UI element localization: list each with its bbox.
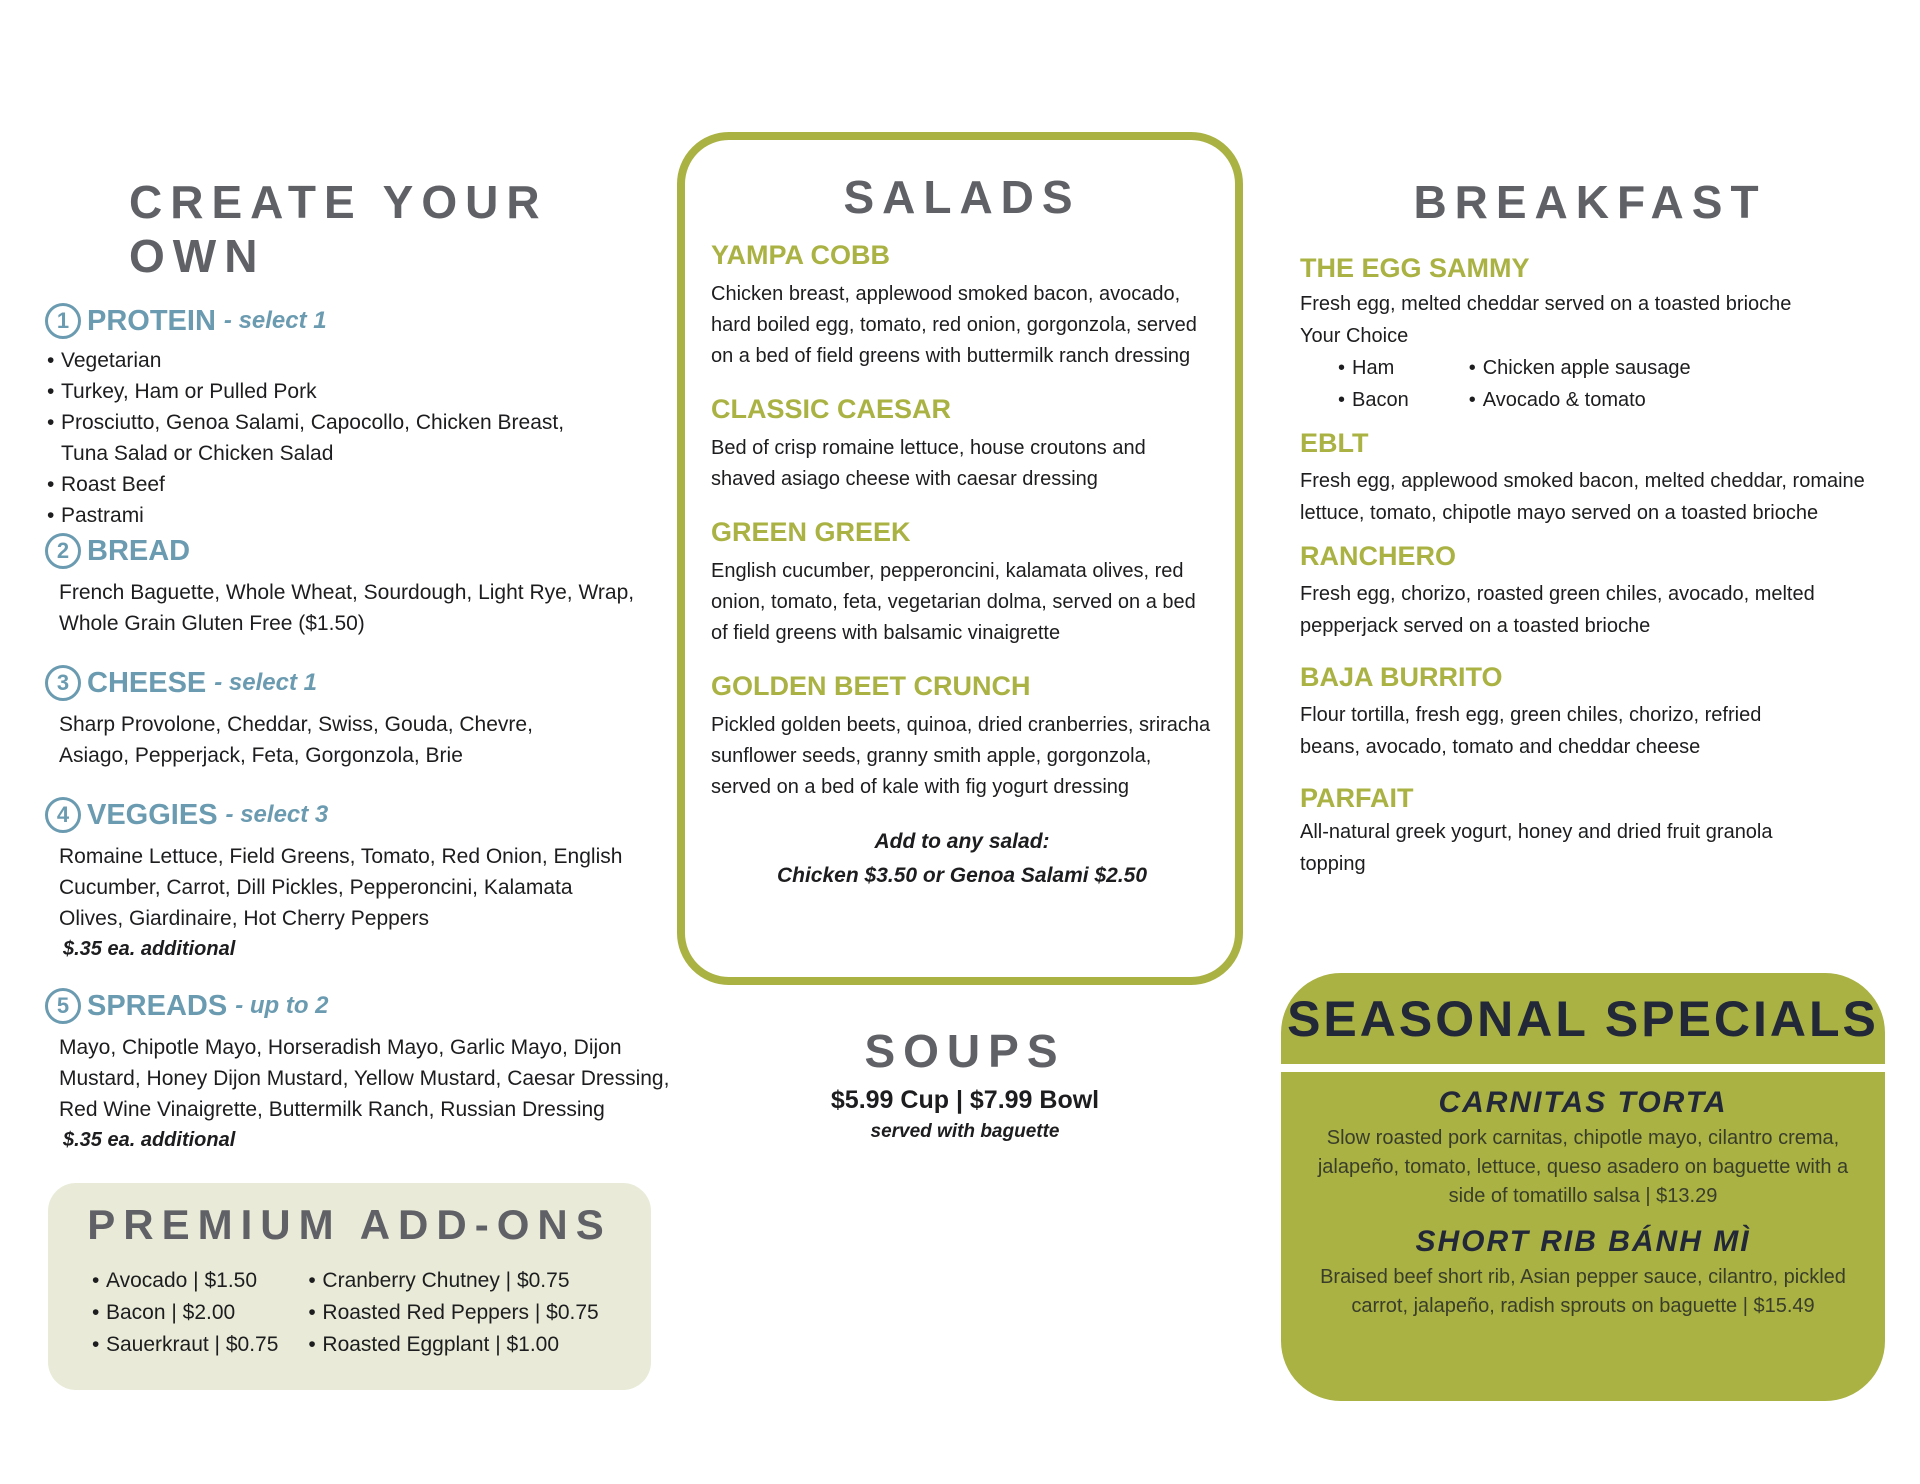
list-item: • Vegetarian xyxy=(45,345,685,376)
step-number-icon: 5 xyxy=(45,988,81,1024)
list-item: • Cranberry Chutney | $0.75 xyxy=(308,1265,598,1297)
step-number-icon: 3 xyxy=(45,665,81,701)
salad-addon-line-2: Chicken $3.50 or Genoa Salami $2.50 xyxy=(776,864,1148,887)
list-item: • Avocado & tomato xyxy=(1469,384,1691,416)
step-note: - select 1 xyxy=(214,669,317,696)
list-item: • Pastrami xyxy=(45,500,685,531)
choice-col-1 xyxy=(1338,352,1409,416)
step-note: - select 1 xyxy=(223,307,327,334)
list-item: • Avocado | $1.50 xyxy=(92,1265,278,1297)
spread-options: Mayo, Chipotle Mayo, Horseradish Mayo, Garlic Mayo, Dijon Mustard, Honey Dijon Mustard, Yellow Mustard, Caesar Dressing, Red Wine Vinaigrette, Buttermilk Ranch, Russian Dressing xyxy=(59,1036,670,1121)
salad-name: GOLDEN BEET CRUNCH xyxy=(711,671,1031,701)
list-item: • Turkey, Ham or Pulled Pork xyxy=(45,376,685,407)
list-item: • Prosciutto, Genoa Salami, Capocollo, Chicken Breast, Tuna Salad or Chicken Salad xyxy=(45,407,565,469)
veggie-options: Romaine Lettuce, Field Greens, Tomato, Red Onion, English Cucumber, Carrot, Dill Pickles, Pepperoncini, Kalamata Olives, Giardinaire, Hot Cherry Peppers xyxy=(59,845,623,930)
salad-addon-line-1: Add to any salad: xyxy=(874,830,1050,853)
create-your-own-title: CREATE YOUR OWN xyxy=(129,176,548,282)
salad-item xyxy=(711,394,1213,495)
step-cheese xyxy=(45,665,685,771)
soup-served-with: served with baguette xyxy=(870,1121,1060,1142)
breakfast-item-egg-sammy xyxy=(1300,253,1900,416)
breakfast-name: BAJA BURRITO xyxy=(1300,662,1503,692)
soups-section xyxy=(790,1024,1140,1143)
breakfast-item xyxy=(1300,541,1870,642)
premium-add-ons-list xyxy=(92,1265,651,1361)
list-item: • Roast Beef xyxy=(45,469,685,500)
list-item: • Sauerkraut | $0.75 xyxy=(92,1329,278,1361)
choice-label: Your Choice xyxy=(1300,325,1409,347)
step-label: BREAD xyxy=(87,534,191,567)
bread-options: French Baguette, Whole Wheat, Sourdough, Light Rye, Wrap, Whole Grain Gluten Free ($1.50) xyxy=(59,581,635,635)
step-head xyxy=(45,797,685,833)
salad-description: Chicken breast, applewood smoked bacon, avocado, hard boiled egg, tomato, red onion, gorgonzola, served on a bed of field greens with buttermilk ranch dressing xyxy=(711,283,1197,367)
breakfast-name: PARFAIT xyxy=(1300,783,1414,813)
step-label: CHEESE xyxy=(87,666,207,699)
special-item xyxy=(1281,1225,1885,1321)
salad-name: GREEN GREEK xyxy=(711,517,911,547)
soups-title: SOUPS xyxy=(864,1025,1066,1077)
list-item: • Ham xyxy=(1338,352,1409,384)
list-item: • Bacon xyxy=(1338,384,1409,416)
salad-description: English cucumber, pepperoncini, kalamata olives, red onion, tomato, feta, vegetarian dolma, served on a bed of field greens with balsamic vinaigrette xyxy=(711,560,1196,644)
breakfast-description: Flour tortilla, fresh egg, green chiles, chorizo, refried beans, avocado, tomato and cheddar cheese xyxy=(1300,704,1762,758)
step-head xyxy=(45,988,685,1024)
choice-col-2 xyxy=(1469,352,1691,416)
step-label: SPREADS xyxy=(87,989,228,1022)
special-name: SHORT RIB BÁNH MÌ xyxy=(1415,1225,1751,1258)
salads-box xyxy=(677,132,1243,985)
list-item: • Roasted Red Peppers | $0.75 xyxy=(308,1297,598,1329)
salad-item xyxy=(711,240,1213,372)
step-number-icon: 4 xyxy=(45,797,81,833)
step-label: PROTEIN xyxy=(87,304,216,337)
breakfast-item xyxy=(1300,783,1840,880)
protein-list xyxy=(45,345,685,531)
step-note: - select 3 xyxy=(225,801,329,828)
step-head xyxy=(45,533,685,569)
soup-price: $5.99 Cup | $7.99 Bowl xyxy=(830,1086,1100,1114)
breakfast-name: RANCHERO xyxy=(1300,541,1457,571)
premium-col-1 xyxy=(92,1265,278,1361)
breakfast-name: THE EGG SAMMY xyxy=(1300,253,1530,283)
step-spreads xyxy=(45,988,685,1155)
salad-description: Pickled golden beets, quinoa, dried cranberries, sriracha sunflower seeds, granny smith apple, gorgonzola, served on a bed of kale with fig yogurt dressing xyxy=(711,714,1211,798)
list-item: • Bacon | $2.00 xyxy=(92,1297,278,1329)
premium-add-ons-box xyxy=(48,1183,651,1390)
special-description: Braised beef short rib, Asian pepper sauce, cilantro, pickled carrot, jalapeño, radish sprouts on baguette | $15.49 xyxy=(1320,1266,1846,1317)
seasonal-specials-box xyxy=(1281,973,1885,1401)
create-your-own-section xyxy=(45,175,685,1155)
salad-description: Bed of crisp romaine lettuce, house croutons and shaved asiago cheese with caesar dressing xyxy=(711,437,1146,490)
seasonal-specials-title: SEASONAL SPECIALS xyxy=(1281,973,1885,1072)
special-name: CARNITAS TORTA xyxy=(1438,1086,1728,1119)
step-head xyxy=(45,303,685,339)
step-label: VEGGIES xyxy=(87,798,218,831)
step-number-icon: 1 xyxy=(45,303,81,339)
veggie-extra-note: $.35 ea. additional xyxy=(63,938,236,960)
egg-sammy-choices xyxy=(1300,352,1900,416)
step-number-icon: 2 xyxy=(45,533,81,569)
salad-name: CLASSIC CAESAR xyxy=(711,394,952,424)
special-item xyxy=(1281,1086,1885,1211)
salad-item xyxy=(711,517,1213,649)
step-note: - up to 2 xyxy=(235,992,329,1019)
breakfast-name: EBLT xyxy=(1300,428,1369,458)
breakfast-description: Fresh egg, melted cheddar served on a toasted brioche xyxy=(1300,293,1792,315)
list-item: • Chicken apple sausage xyxy=(1469,352,1691,384)
breakfast-description: All-natural greek yogurt, honey and dried fruit granola topping xyxy=(1300,821,1773,875)
breakfast-description: Fresh egg, chorizo, roasted green chiles, avocado, melted pepperjack served on a toasted brioche xyxy=(1300,583,1815,637)
breakfast-section xyxy=(1300,175,1900,880)
breakfast-item xyxy=(1300,428,1870,529)
spread-extra-note: $.35 ea. additional xyxy=(63,1129,236,1151)
step-head xyxy=(45,665,685,701)
step-protein xyxy=(45,303,685,531)
step-bread xyxy=(45,533,685,639)
premium-col-2 xyxy=(308,1265,598,1361)
special-description: Slow roasted pork carnitas, chipotle mayo, cilantro crema, jalapeño, tomato, lettuce, queso asadero on baguette with a side of tomatillo salsa | $13.29 xyxy=(1317,1127,1849,1207)
salad-name: YAMPA COBB xyxy=(711,240,891,270)
cheese-options: Sharp Provolone, Cheddar, Swiss, Gouda, Chevre, Asiago, Pepperjack, Feta, Gorgonzola, Brie xyxy=(59,713,533,767)
breakfast-item xyxy=(1300,662,1820,763)
salad-item xyxy=(711,671,1213,803)
salads-title: SALADS xyxy=(843,171,1081,223)
list-item: • Roasted Eggplant | $1.00 xyxy=(308,1329,598,1361)
premium-add-ons-title: PREMIUM ADD-ONS xyxy=(87,1201,612,1248)
step-veggies xyxy=(45,797,685,964)
breakfast-title: BREAKFAST xyxy=(1413,176,1767,228)
breakfast-description: Fresh egg, applewood smoked bacon, melted cheddar, romaine lettuce, tomato, chipotle mayo served on a toasted brioche xyxy=(1300,470,1865,524)
